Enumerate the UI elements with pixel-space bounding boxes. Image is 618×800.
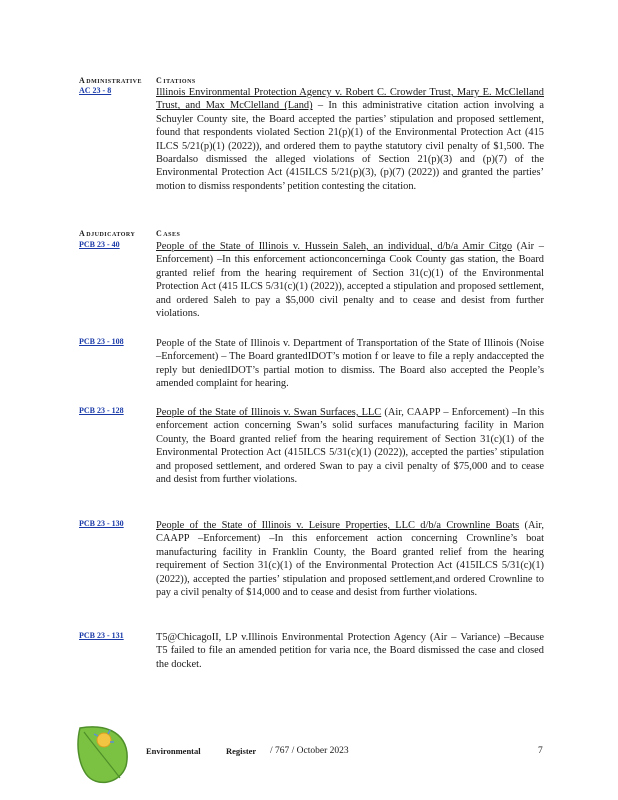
case-link[interactable]: PCB 23 - 131	[79, 631, 124, 640]
section-heading-cases: CASES	[156, 229, 181, 238]
case-link[interactable]: PCB 23 - 130	[79, 519, 124, 528]
leaf-logo-icon	[74, 718, 134, 788]
case-summary: People of the State of Illinois v. Department of Transportation of the State of Illinois (Noise –Enforcement) – The Board grantedIDOT’s motion f or leave to file a reply andaccepted the reply but deniedIDOT’s partial motion to dismiss. The Board also accepted the People’s amended complaint for hearing.	[156, 338, 544, 390]
case-link[interactable]: PCB 23 - 108	[79, 337, 124, 346]
page-number: 7	[538, 746, 543, 756]
footer-issue: / 767 / October 2023	[270, 746, 349, 756]
case-link[interactable]: PCB 23 - 128	[79, 406, 124, 415]
footer-publication: Environmental	[146, 746, 201, 756]
section-heading-adjudicatory: ADJUDICATORY	[79, 229, 136, 238]
case-summary: Illinois Environmental Protection Agency v. Robert C. Crowder Trust, Mary E. McClelland Trust, and Max McClelland (Land) – In this administrative citation action involving a Schuyler County site, the Board accepted the parties’ stipulation and proposed settlement, found that respondents violated Section 21(p)(1) of the Environmental Protection Act (415 ILCS 5/21(p)(1) (2022)), and ordered them to paythe statutory civil penalty of $1,500. The Boardalso dismissed the alleged violations of Section 21(p)(3) and (p)(7) of the Environmental Protection Act (415ILCS 5/21(p)(3), (p)(7) (2022)) and granted the parties’ motion to dismiss respondents’ petition contesting the citation.	[156, 87, 544, 192]
case-title[interactable]: Illinois Environmental Protection Agency v. Robert C. Crowder Trust, Mary E. McClelland Trust, and Max McClelland (Land)	[156, 87, 544, 112]
case-title[interactable]: People of the State of Illinois v. Swan Surfaces, LLC	[156, 407, 382, 418]
case-link[interactable]: PCB 23 - 40	[79, 240, 120, 249]
case-summary: People of the State of Illinois v. Hussein Saleh, an individual, d/b/a Amir Citgo (Air –Enforcement) –In this enforcement actionconcerninga Cook County gas station, the Board granted relief from the hearing requirement of Section 31(c)(1) of the Environmental Protection Act (415 ILCS 5/31(c)(1) (2022)), accepted a stipulation and proposed settlement, and ordered Saleh to pay a $5,000 civil penalty and to cease and desist from further violations.	[156, 241, 544, 320]
case-summary: T5@ChicagoII, LP v.Illinois Environmental Protection Agency (Air – Variance) –Because T5 failed to file an amended petition for varia nce, the Board dismissed the case and closed the docket.	[156, 632, 544, 670]
case-summary: People of the State of Illinois v. Leisure Properties, LLC d/b/a Crownline Boats (Air, CAAPP –Enforcement) –In this enforcement action concerning Crownline’s boat manufacturing facility in Franklin County, the Board granted relief from the hearing requirement of Section 31(c)(1) of the Environmental Protection Act (415ILCS 5/31(c)(1) (2022)), accepted the parties’ stipulation and proposed settlement,and ordered Crownline to pay a civil penalty of $14,000 and to cease and desist from further violations.	[156, 520, 544, 599]
case-title[interactable]: People of the State of Illinois v. Leisure Properties, LLC d/b/a Crownline Boats	[156, 520, 520, 531]
footer-register: Register	[226, 746, 257, 756]
case-title[interactable]: People of the State of Illinois v. Hussein Saleh, an individual, d/b/a Amir Citgo	[156, 241, 513, 252]
section-heading-citations: CITATIONS	[156, 76, 196, 85]
case-link[interactable]: AC 23 - 8	[79, 86, 112, 95]
case-summary: People of the State of Illinois v. Swan Surfaces, LLC (Air, CAAPP – Enforcement) –In this enforcement action concerning Swan’s solid surfaces manufacturing facility in Marion County, the Board granted relief from the hearing requirement of Section 31(c)(1) of the Environmental Protection Act (415ILCS 5/31(c)(1) (2022)), accepted the parties’ stipulation and proposed settlement, and ordered Swan to pay a civil penalty of $75,000 and to cease and desist from further violations.	[156, 407, 544, 486]
section-heading-administrative: ADMINISTRATIVE	[79, 76, 143, 85]
